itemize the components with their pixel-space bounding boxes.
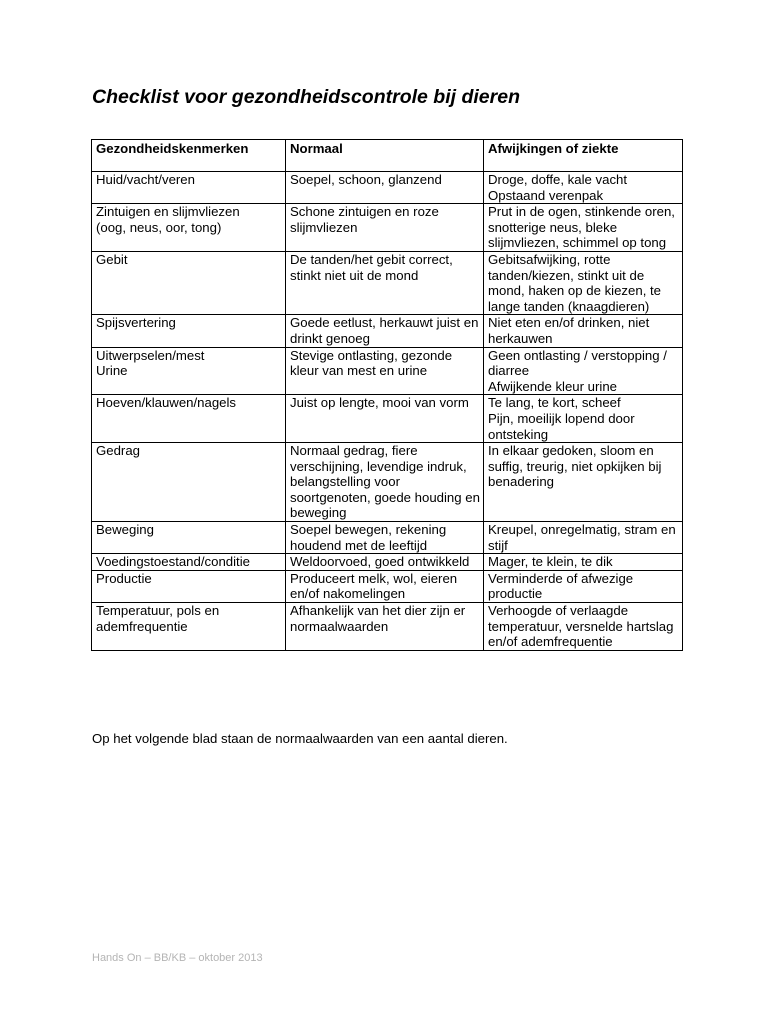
- cell-afwijking: Mager, te klein, te dik: [484, 554, 683, 571]
- cell-normaal: Schone zintuigen en roze slijmvliezen: [286, 204, 484, 252]
- cell-normaal: Juist op lengte, mooi van vorm: [286, 395, 484, 443]
- cell-kenmerk: Voedingstoestand/conditie: [92, 554, 286, 571]
- page-footer: Hands On – BB/KB – oktober 2013: [92, 952, 263, 964]
- cell-normaal: Afhankelijk van het dier zijn er normaalwaarden: [286, 603, 484, 651]
- cell-afwijking: In elkaar gedoken, sloom en suffig, treurig, niet opkijken bij benadering: [484, 443, 683, 522]
- table-row: [92, 204, 683, 252]
- note-text: Op het volgende blad staan de normaalwaarden van een aantal dieren.: [92, 731, 508, 746]
- cell-kenmerk: Spijsvertering: [92, 315, 286, 347]
- cell-kenmerk: Productie: [92, 570, 286, 602]
- table-row: [92, 347, 683, 395]
- cell-afwijking: Te lang, te kort, scheef Pijn, moeilijk lopend door ontsteking: [484, 395, 683, 443]
- cell-normaal: Stevige ontlasting, gezonde kleur van mest en urine: [286, 347, 484, 395]
- table-row: [92, 395, 683, 443]
- table-header-row: [92, 140, 683, 172]
- cell-normaal: De tanden/het gebit correct, stinkt niet uit de mond: [286, 251, 484, 314]
- cell-afwijking: Droge, doffe, kale vacht Opstaand verenpak: [484, 172, 683, 204]
- cell-afwijking: Verminderde of afwezige productie: [484, 570, 683, 602]
- cell-normaal: Weldoorvoed, goed ontwikkeld: [286, 554, 484, 571]
- table-row: [92, 603, 683, 651]
- cell-kenmerk: Gedrag: [92, 443, 286, 522]
- table-row: [92, 522, 683, 554]
- table-row: [92, 251, 683, 314]
- cell-kenmerk: Huid/vacht/veren: [92, 172, 286, 204]
- table-body: [92, 172, 683, 651]
- cell-kenmerk: Beweging: [92, 522, 286, 554]
- cell-kenmerk: Temperatuur, pols en ademfrequentie: [92, 603, 286, 651]
- cell-normaal: Soepel bewegen, rekening houdend met de leeftijd: [286, 522, 484, 554]
- cell-afwijking: Niet eten en/of drinken, niet herkauwen: [484, 315, 683, 347]
- cell-kenmerk: Uitwerpselen/mest Urine: [92, 347, 286, 395]
- cell-kenmerk: Zintuigen en slijmvliezen (oog, neus, oor, tong): [92, 204, 286, 252]
- table-row: [92, 443, 683, 522]
- table-row: [92, 172, 683, 204]
- cell-normaal: Normaal gedrag, fiere verschijning, levendige indruk, belangstelling voor soortgenoten, goede houding en beweging: [286, 443, 484, 522]
- table-row: [92, 554, 683, 571]
- cell-afwijking: Geen ontlasting / verstopping / diarree Afwijkende kleur urine: [484, 347, 683, 395]
- cell-kenmerk: Gebit: [92, 251, 286, 314]
- cell-kenmerk: Hoeven/klauwen/nagels: [92, 395, 286, 443]
- cell-afwijking: Verhoogde of verlaagde temperatuur, versnelde hartslag en/of ademfrequentie: [484, 603, 683, 651]
- cell-normaal: Produceert melk, wol, eieren en/of nakomelingen: [286, 570, 484, 602]
- cell-afwijking: Gebitsafwijking, rotte tanden/kiezen, stinkt uit de mond, haken op de kiezen, te lange tanden (knaagdieren): [484, 251, 683, 314]
- column-header-kenmerken: Gezondheidskenmerken: [92, 140, 286, 172]
- cell-normaal: Goede eetlust, herkauwt juist en drinkt genoeg: [286, 315, 484, 347]
- column-header-afwijkingen: Afwijkingen of ziekte: [484, 140, 683, 172]
- table-row: [92, 570, 683, 602]
- cell-afwijking: Prut in de ogen, stinkende oren, snotterige neus, bleke slijmvliezen, schimmel op tong: [484, 204, 683, 252]
- cell-afwijking: Kreupel, onregelmatig, stram en stijf: [484, 522, 683, 554]
- health-checklist-table: [91, 139, 683, 651]
- document-title: Checklist voor gezondheidscontrole bij dieren: [92, 86, 520, 108]
- table-row: [92, 315, 683, 347]
- cell-normaal: Soepel, schoon, glanzend: [286, 172, 484, 204]
- column-header-normaal: Normaal: [286, 140, 484, 172]
